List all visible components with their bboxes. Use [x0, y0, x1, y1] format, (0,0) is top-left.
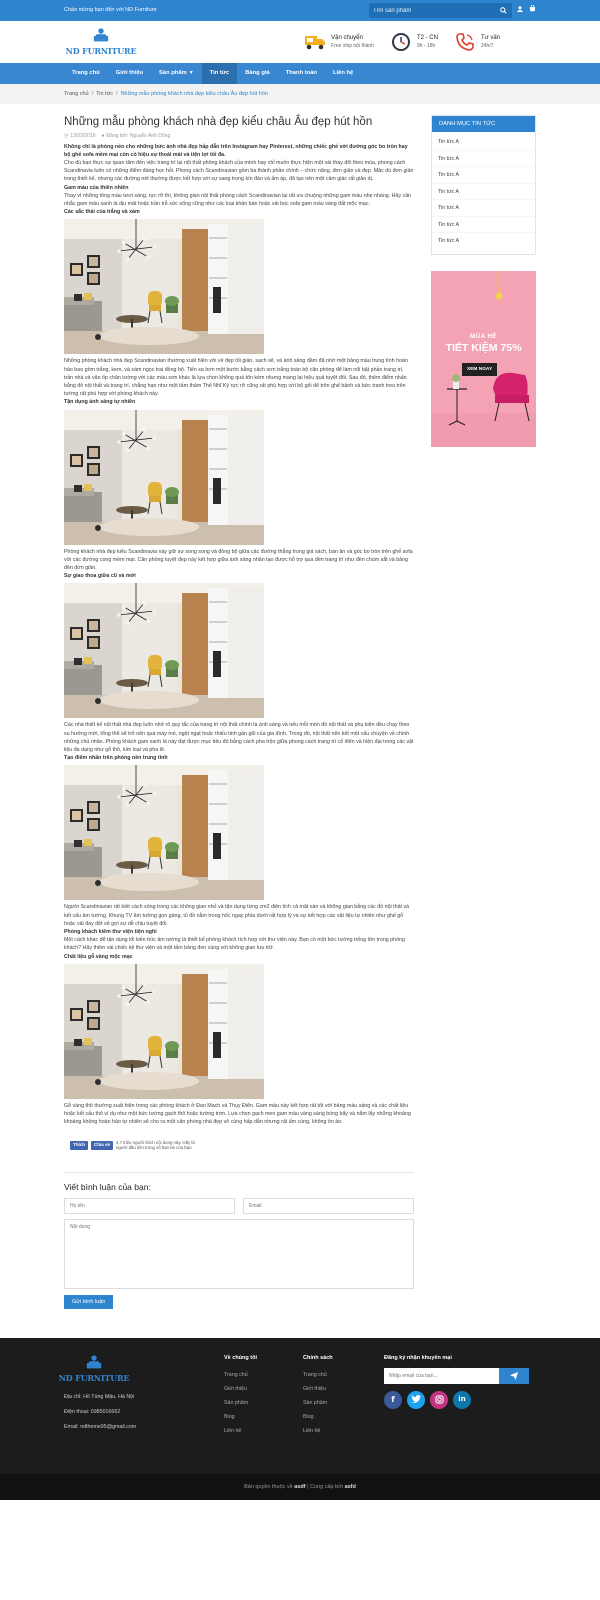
footer-link[interactable]: Blog [224, 1413, 235, 1420]
logo-text: ND FURNITURE [58, 1373, 130, 1384]
article-paragraph: Người Scandinavian rất biết cách sống trong các không gian nhỏ và tận dụng từng cm2 diện tích cả mặt sàn và không gian bằng các đồ nội thất và kết cấu âm tường. Khung TV âm tường gọn gàng, tủ đồ nằm trong hốc ngay phía dưới rất hợp lý và sự kết hợp các vật liệu tự nhiên như ghế gỗ hoặc vải đay dệt sẽ gợi sự dễ chịu tuyệt đối. [64, 904, 410, 927]
copyright-bar [0, 1474, 600, 1500]
footer [0, 1338, 600, 1474]
breadcrumb-current: Những mẫu phòng khách nhà đẹp kiểu châu Âu đẹp hút hồn [120, 90, 268, 97]
page-title: Những mẫu phòng khách nhà đẹp kiểu châu Âu đẹp hút hồn [64, 116, 373, 128]
sidebar [431, 115, 536, 1309]
sidebar-heading: DANH MỤC TIN TỨC [432, 116, 535, 132]
post-date: 13/02/2019 [70, 133, 96, 139]
footer-heading: Về chúng tôi [224, 1355, 257, 1362]
footer-link[interactable]: Trang chủ [303, 1371, 327, 1378]
article-subheading: Tận dụng ánh sáng tự nhiên [64, 399, 136, 406]
facebook-like-widget [70, 1140, 414, 1150]
header [0, 21, 600, 63]
copyright-provider: asfd [344, 1484, 356, 1491]
sidebar-item[interactable]: Tin tức A [438, 238, 460, 244]
footer-link[interactable]: Sản phẩm [303, 1399, 328, 1406]
facebook-icon[interactable]: f [384, 1391, 402, 1409]
footer-address: Địa chỉ: Hồ Tùng Mậu, Hà Nội [64, 1394, 135, 1401]
info-support [454, 31, 500, 53]
nav-item-about[interactable]: Giới thiệu [115, 70, 144, 76]
footer-link[interactable]: Liên hệ [303, 1427, 321, 1434]
comment-title: Viết bình luận của bạn: [64, 1182, 151, 1193]
promo-banner[interactable] [431, 271, 536, 447]
sidebar-item[interactable]: Tin tức A [432, 217, 535, 234]
article-subheading: Phòng khách kiêm thư viện tiện nghi [64, 928, 157, 935]
info-sub: Free ship nội thành [331, 42, 374, 49]
email-field[interactable] [243, 1198, 414, 1214]
article-subheading: Tạo điểm nhấn trên phòng nền trung tính [64, 755, 168, 762]
post-meta [64, 133, 414, 141]
breadcrumb [0, 84, 600, 104]
banner-cta-button[interactable]: XEM NGAY [462, 363, 497, 376]
cart-icon[interactable] [528, 5, 536, 16]
nav-item-products[interactable] [151, 63, 202, 84]
search-icon[interactable] [498, 6, 508, 16]
info-sub: 9h - 18h [416, 42, 436, 49]
article-paragraph: Gỗ vàng thô thường xuất hiện trong các phòng khách ở Đan Mạch và Thụy Điển. Gam màu này kết hợp rất tốt với bảng màu sáng và các chất liệu hoặc kết cấu thô ví dụ như một bức tường gạch thô hoặc tường trơn. Lựa chọn gạch men gam màu vàng sáng bóng bẩy và nắm lấy những khoảng khoảng không hoàn hảo tự nhiên sẽ cho ra một căn phòng nhà đẹp vô cùng hấp dẫn nhưng rất ấm cúng, không ồn ào. [64, 1102, 411, 1126]
article-image [64, 583, 264, 718]
footer-link[interactable]: Trang chủ [224, 1371, 248, 1378]
article-paragraph: Phòng khách nhà đẹp kiểu Scandinavia này giữ sự song song và đồng bộ giữa các đường thẳng trong giá sách, bàn ăn và góc bo tròn trên ghế sofa với các đường cong mềm mại. Căn phòng tuyệt đẹp này kết hợp giữa ánh sáng nhân tạo được hỗ trợ qua đèn trang trí như đèn chùm sắt và bảng đèn đơn giản. [64, 548, 413, 571]
footer-phone: Điện thoại: 0985016662 [64, 1409, 121, 1416]
clock-icon [390, 31, 412, 53]
article-subheading: Chất liệu gỗ vàng mộc mạc [64, 953, 133, 960]
logo-sofa-icon [85, 1354, 103, 1372]
send-icon[interactable] [499, 1368, 529, 1384]
article-paragraph: Cho dù bạn thực sự quan tâm đến việc trang trí lại nội thất phòng khách của mình hay chỉ muốn thực hiện một vài thay đổi theo mùa, phong cách Scandinavia luôn có những điểm đáng học hỏi. Phong cách Scandinavian gồm ba thành phần chính – chức năng, đơn giản và đẹp. Mặc dù đơn giản trong thiết kế, nhưng các đường nét thường được kết hợp với sự sang trọng kín đáo và ấm áp, đã tạo nên một cảm giác rất giản dị. [64, 159, 414, 183]
article-paragraph: Một cách khác để tận dụng lối kiến trúc âm tường là thiết kế phòng khách tích hợp với thư viện này. Bạn có một bức tường trống lớn trong phòng khách? Hãy thêm vài chiếc kệ thư viện và một tấm bảng đen cùng với không gian lưu trữ. [64, 937, 405, 952]
article-paragraph: Những phòng khách nhà đẹp Scandinavian thường xuất hiện với vẻ đẹp tối giản, sạch sẽ, và ánh sáng đầm đã nhờ một bảng màu trung tính hoàn hảo bao gồm trắng, kem, và xám ngọc trai đồng bộ. Tiến xa hơn một bước bằng cách sơn trắng toàn bộ căn phòng để làm nổi bật phần trang trí, trần nhà và vân ốp chân tường với các màu sơn khác là lựa chọn không quá tốn kém nhưng mang lại hiệu quả tuyệt đối. Sau đó, thêm điểm nhấn bằng đồ nội thất và trang trí, chẳng hạn như một tấm thảm Thổ Nhĩ Kỳ rực rỡ cũng rất phù hợp với bộ gối để trên ghế bành và bức tranh treo trên tường rất phù hợp với phòng khách này. [64, 358, 408, 398]
user-icon[interactable] [516, 6, 524, 16]
article-lead: Không chỉ là phòng nền cho những bức ảnh nhà đẹp hấp dẫn trên Instagram hay Pinterest, những chiếc ghế với đường góc bo tròn hay bộ ghế sofa mềm mại còn có hiệu sự thoải mái và tiện lợi tối đa. [64, 143, 408, 158]
newsletter-heading: Đăng ký nhận khuyến mại [384, 1355, 452, 1362]
sidebar-item[interactable]: Tin tức A [432, 167, 535, 184]
sidebar-item[interactable]: Tin tức A [432, 134, 535, 151]
nav-item-payment[interactable]: Thanh toán [285, 70, 317, 76]
instagram-icon[interactable] [430, 1391, 448, 1409]
nav-item-pricing[interactable]: Bảng giá [245, 70, 270, 76]
truck-icon [304, 31, 326, 53]
submit-comment-button[interactable]: Gửi bình luận [64, 1295, 113, 1309]
banner-title: MÙA HÈ [469, 332, 497, 340]
nav-item-news[interactable]: Tin tức [202, 63, 238, 84]
article-image [64, 765, 264, 900]
banner-illustration [431, 271, 536, 447]
footer-link[interactable]: Liên hệ [224, 1427, 242, 1434]
newsletter-email-input[interactable] [384, 1368, 499, 1384]
nav-item-contact[interactable]: Liên hệ [332, 70, 354, 76]
site-logo[interactable] [66, 27, 136, 57]
copyright-separator: | Cung cấp bởi [307, 1484, 344, 1491]
info-shipping [304, 31, 374, 53]
welcome-text: Chào mừng bạn đến với ND Furniture [64, 7, 157, 14]
info-sub: 24h/7 [480, 42, 494, 49]
facebook-share-button[interactable]: Chia sẻ [91, 1141, 113, 1150]
phone-icon [454, 31, 476, 53]
footer-link[interactable]: Giới thiệu [303, 1385, 326, 1392]
breadcrumb-news[interactable]: Tin tức [96, 90, 114, 97]
newsletter-form [384, 1368, 529, 1384]
social-links [384, 1391, 529, 1409]
facebook-like-button[interactable]: Thích [70, 1141, 88, 1150]
footer-heading: Chính sách [303, 1355, 333, 1362]
breadcrumb-separator: / [116, 90, 118, 97]
sidebar-item[interactable]: Tin tức A [432, 151, 535, 168]
clock-icon: ◷ [64, 133, 69, 139]
comment-textarea[interactable] [64, 1219, 414, 1289]
comment-form [64, 1172, 414, 1309]
article-image [64, 410, 264, 545]
article-paragraph: Các nhà thiết kế nội thất nhà đẹp luôn nhớ rõ quy tắc của trang trí nội thất chính là ánh sáng và nếu mỗi món đồ nội thất và phụ kiện đều chạy theo xu hướng mới, tổng thể sẽ trở nên quá máy mó, ngột ngạt hoặc thiếu tinh gần gũi của gia đình. Trong đó, nội thất nên kết một cấu chuyện về chính những chủ nhân. Phòng khách gam xanh lá này đạt được mục tiêu đó bằng cách pha trộn giữa phong cách trang trí cổ điển và hiện đại trong các vật liệu đa dạng như gỗ thô, kim loại và pha lê. [64, 722, 414, 753]
main-nav [0, 63, 600, 84]
info-title: Tư vấn [480, 34, 500, 41]
user-icon: ● [101, 133, 105, 139]
footer-email: Email: ndtheme95@gmail.com [64, 1424, 137, 1431]
copyright-owner: asdf [294, 1484, 306, 1491]
topbar [0, 0, 600, 21]
name-field[interactable] [64, 1198, 235, 1214]
article-subheading: Các sắc thái của trắng và xám [64, 209, 140, 216]
info-title: Vận chuyển [331, 34, 363, 41]
post-author: Đăng bởi: Nguyễn Anh Dũng [106, 133, 171, 139]
article-image [64, 219, 264, 354]
article-paragraph: Thay vì những tông màu tươi sáng, rực rỡ thì, không gian nội thất phòng cách Scandinavian lại rất ưa chuộng những gam màu nhẹ nhàng. Hãy cân nhắc gam màu xanh lá dịu mát hoặc trần trễ sức sống cũng như các loại khăn bàn hoặc vải bọc sofa gam màu vàng đất mộc mạc. [64, 192, 412, 207]
logo-text: ND FURNITURE [65, 46, 137, 56]
nav-item-home[interactable]: Trang chủ [72, 70, 100, 76]
breadcrumb-separator: / [91, 90, 94, 97]
article-subheading: Gam màu của thiên nhiên [64, 184, 129, 191]
article-subheading: Sự giao thoa giữa cũ và mới [64, 573, 136, 580]
footer-link[interactable]: Sản phẩm [224, 1399, 249, 1406]
sidebar-item[interactable]: Tin tức A [432, 200, 535, 217]
chevron-down-icon: ▼ [188, 70, 194, 76]
sidebar-item[interactable]: Tin tức A [432, 184, 535, 201]
article-image [64, 964, 264, 1099]
nav-item-label: Sản phẩm [159, 70, 187, 76]
article [64, 115, 414, 1309]
banner-subtitle: TIẾT KIỆM 75% [445, 341, 522, 354]
footer-logo[interactable] [58, 1354, 130, 1384]
footer-link[interactable]: Giới thiệu [224, 1385, 247, 1392]
search-box [369, 3, 512, 18]
footer-link[interactable]: Blog [303, 1413, 314, 1420]
news-category-box [431, 115, 536, 255]
logo-sofa-icon [92, 27, 110, 45]
info-hours [390, 31, 438, 53]
twitter-icon[interactable] [407, 1391, 425, 1409]
breadcrumb-home[interactable]: Trang chủ [64, 90, 89, 97]
copyright-prefix: Bản quyền thuộc về [244, 1484, 293, 1491]
search-input[interactable] [373, 8, 498, 14]
like-count-text: 4,7 triệu người thích nội dung này. Hãy là người đầu tiên trong số bạn bè của bạn. [116, 1140, 195, 1151]
info-title: T2 - CN [416, 34, 438, 41]
linkedin-icon[interactable]: in [453, 1391, 471, 1409]
